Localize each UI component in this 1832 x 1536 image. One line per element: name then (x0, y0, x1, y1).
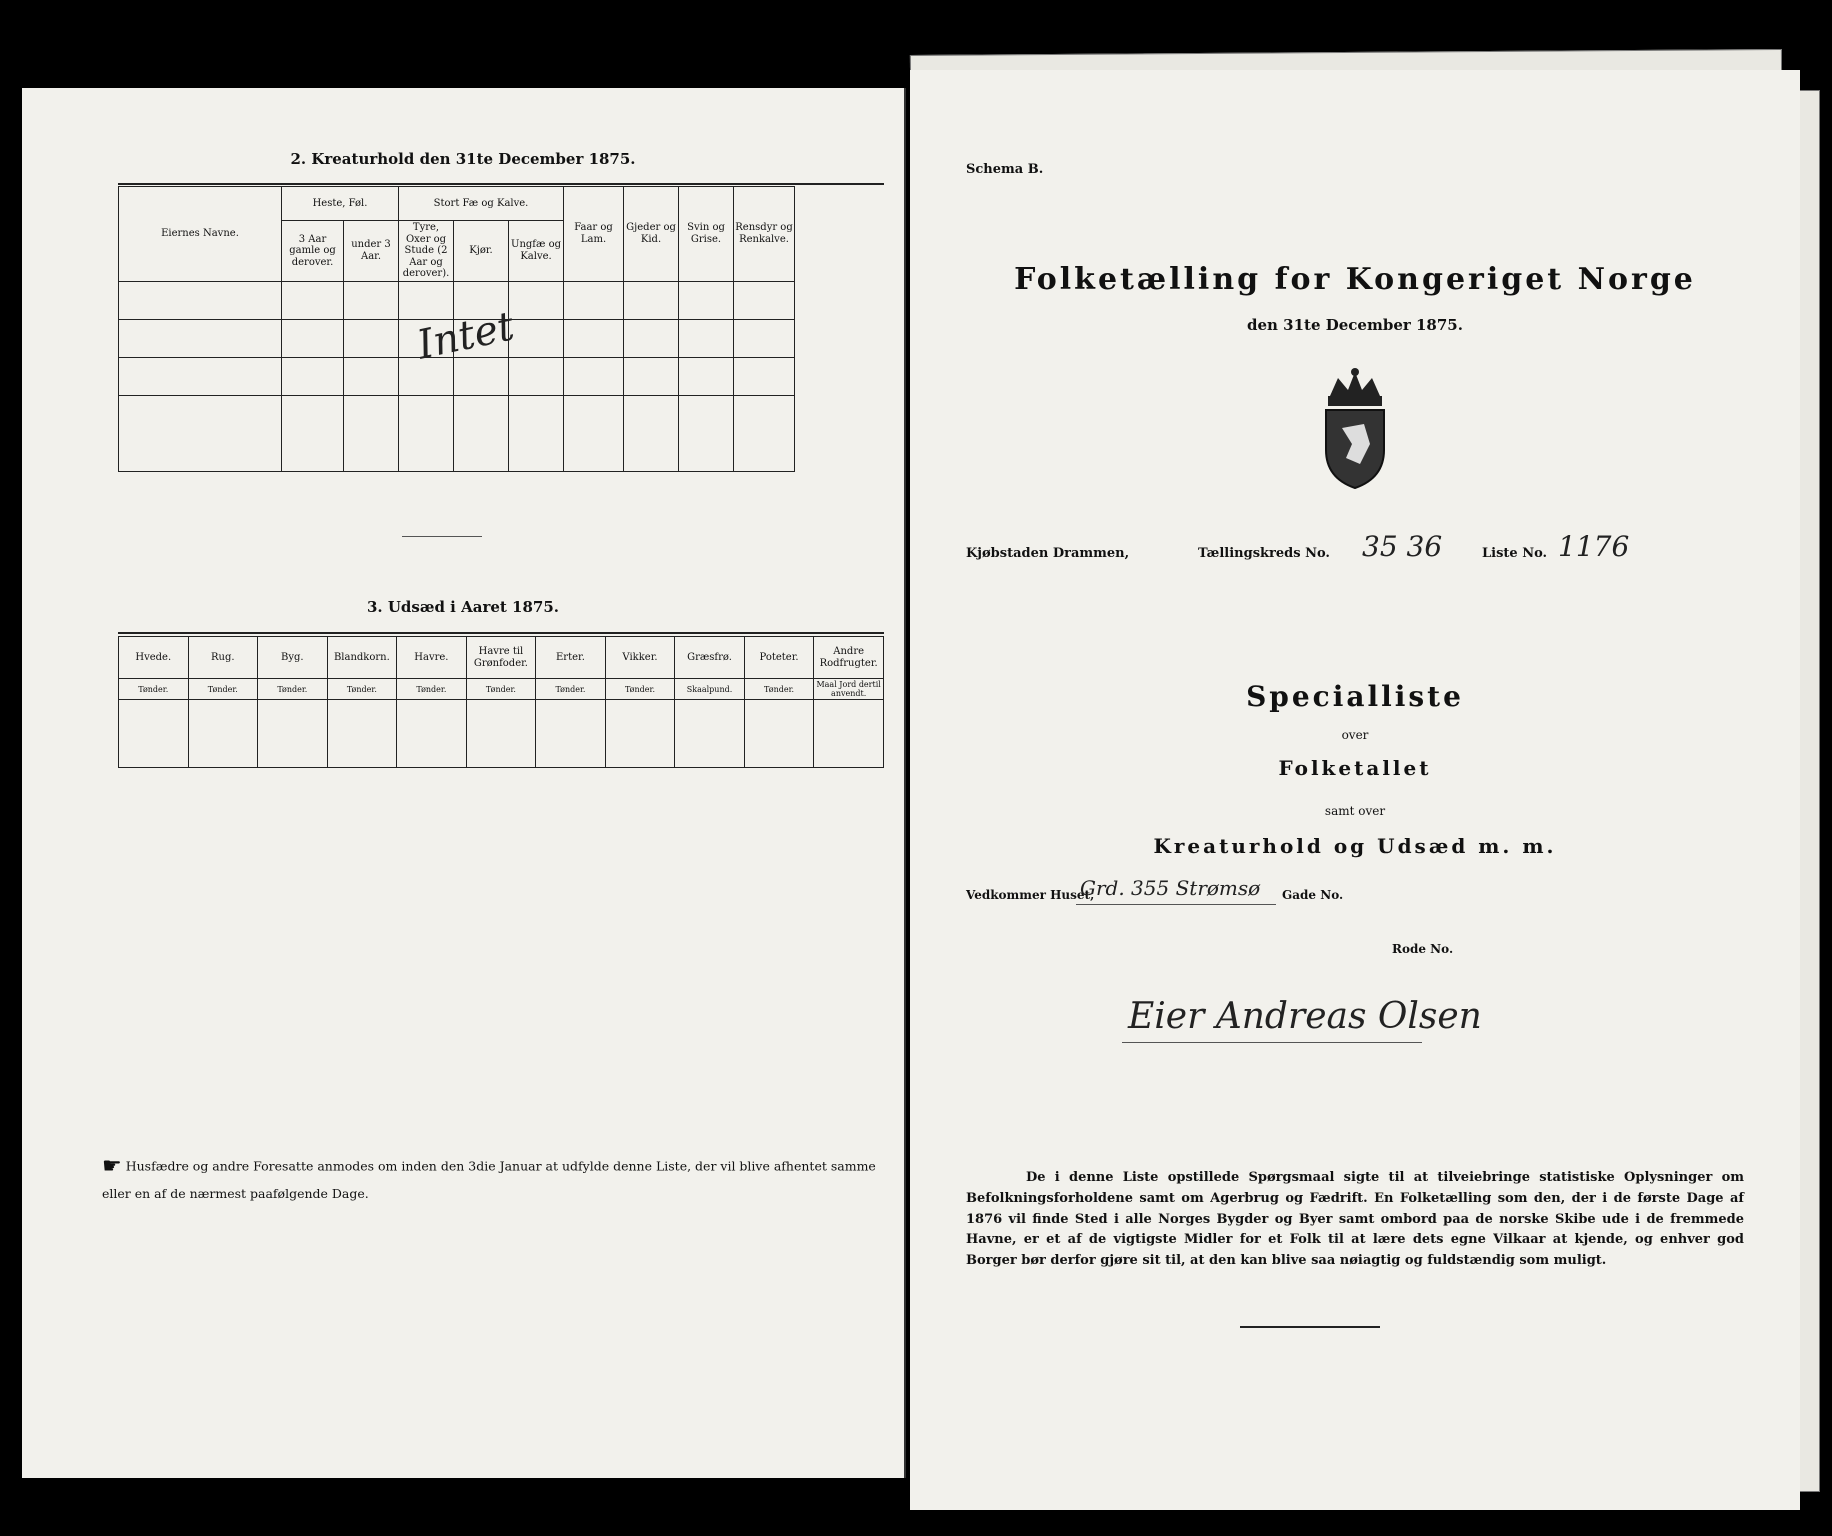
sowing-unit-label: Tønder. (258, 679, 328, 700)
rode-label: Rode No. (1392, 942, 1454, 956)
explanatory-paragraph: De i denne Liste opstillede Spørgsmaal sigte til at tilveiebringe statistiske Oplysninger om Befolkningsforholdene samt om Agerbrug og Fædrift. En Folketælling som den, der i de første Dage af 1876 vil finde Sted i alle Norges Bygder og Byer samt ombord paa de norske Skibe ude i de fremmede Havne, er et af de vigtigste Midler for et Folk til at lære dets egne Vilkaar at kjende, og enhver god Borger bør derfor gjøre sit til, at den kan blive saa nøiagtig og fuldstændig som muligt. (966, 1170, 1744, 1269)
signature: Eier Andreas Olsen (1128, 996, 1482, 1037)
sowing-unit-label: Maal Jord dertil anvendt. (814, 679, 884, 700)
main-title: Folketælling for Kongeriget Norge (1014, 262, 1696, 297)
sowing-column-header: Erter. (536, 637, 606, 679)
sowing-column-header: Hvede. (119, 637, 189, 679)
folketallet-label: Folketallet (1278, 756, 1432, 780)
table-cell (119, 700, 189, 768)
divider (1076, 904, 1276, 905)
table-row (119, 700, 884, 768)
cows-header: Kjør. (454, 221, 509, 282)
reindeer-header: Rensdyr og Renkalve. (734, 187, 795, 282)
table-cell (397, 700, 467, 768)
table-cell (605, 700, 675, 768)
sowing-column-header: Havre til Grønfoder. (466, 637, 536, 679)
horses-old-header: 3 Aar gamle og derover. (282, 221, 344, 282)
sheep-header: Faar og Lam. (564, 187, 624, 282)
left-page (22, 88, 906, 1478)
table-cell (466, 700, 536, 768)
table-cell (327, 700, 397, 768)
table-row (119, 357, 885, 395)
list-value: 1176 (1558, 530, 1630, 563)
sowing-unit-label: Tønder. (744, 679, 814, 700)
coat-of-arms-icon (1312, 366, 1398, 490)
divider (118, 183, 884, 185)
notice-text: Husfædre og andre Foresatte anmodes om inden den 3die Januar at udfylde denne Liste, der vil blive afhentet samme eller en af de nærmest paafølgende Dage. (102, 1158, 876, 1202)
samt-over-label: samt over (1324, 804, 1386, 818)
city-label: Kjøbstaden Drammen, (966, 546, 1130, 561)
owner-header: Eiernes Navne. (119, 187, 282, 282)
gade-label: Gade No. (1282, 888, 1344, 902)
schema-label: Schema B. (966, 162, 1044, 177)
section2-title: 2. Kreaturhold den 31te December 1875. (290, 150, 636, 168)
divider (402, 536, 482, 537)
horses-header: Heste, Føl. (282, 187, 399, 221)
notice (102, 1150, 882, 1203)
sowing-column-header: Poteter. (744, 637, 814, 679)
sowing-column-header: Byg. (258, 637, 328, 679)
sowing-column-header: Græsfrø. (675, 637, 745, 679)
table-cell (675, 700, 745, 768)
handwritten-intet: Intet (413, 303, 519, 369)
pigs-header: Svin og Grise. (679, 187, 734, 282)
sowing-column-header: Rug. (188, 637, 258, 679)
district-value: 35 36 (1362, 530, 1443, 563)
house-label: Vedkommer Huset, (966, 888, 1095, 902)
over-label: over (1341, 728, 1369, 742)
sowing-unit-label: Tønder. (536, 679, 606, 700)
sowing-column-header: Blandkorn. (327, 637, 397, 679)
sowing-unit-label: Tønder. (397, 679, 467, 700)
table-cell (536, 700, 606, 768)
sowing-column-header: Vikker. (605, 637, 675, 679)
right-page (910, 70, 1800, 1510)
sowing-unit-label: Skaalpund. (675, 679, 745, 700)
divider (118, 632, 884, 634)
sowing-unit-label: Tønder. (188, 679, 258, 700)
table-cell (188, 700, 258, 768)
census-date: den 31te December 1875. (1247, 316, 1463, 334)
young-cattle-header: Ungfæ og Kalve. (509, 221, 564, 282)
special-title: Specialliste (1246, 680, 1464, 713)
table-cell (814, 700, 884, 768)
house-value: Grd. 355 Strømsø (1080, 876, 1261, 900)
divider (1240, 1326, 1380, 1328)
sowing-unit-label: Tønder. (119, 679, 189, 700)
cattle-header: Stort Fæ og Kalve. (399, 187, 564, 221)
divider (1122, 1042, 1422, 1043)
kreaturhold-label: Kreaturhold og Udsæd m. m. (1153, 834, 1557, 858)
table-cell (744, 700, 814, 768)
sowing-unit-label: Tønder. (466, 679, 536, 700)
sowing-table (118, 636, 884, 768)
table-row (119, 395, 885, 471)
district-label: Tællingskreds No. (1198, 546, 1330, 561)
pointing-hand-icon: ☛ (102, 1154, 122, 1179)
horses-young-header: under 3 Aar. (344, 221, 399, 282)
sowing-unit-label: Tønder. (605, 679, 675, 700)
section3-title: 3. Udsæd i Aaret 1875. (366, 598, 560, 616)
sowing-column-header: Andre Rodfrugter. (814, 637, 884, 679)
sowing-unit-label: Tønder. (327, 679, 397, 700)
sowing-column-header: Havre. (397, 637, 467, 679)
goats-header: Gjeder og Kid. (624, 187, 679, 282)
table-cell (258, 700, 328, 768)
bulls-header: Tyre, Oxer og Stude (2 Aar og derover). (399, 221, 454, 282)
list-label: Liste No. (1482, 546, 1548, 561)
